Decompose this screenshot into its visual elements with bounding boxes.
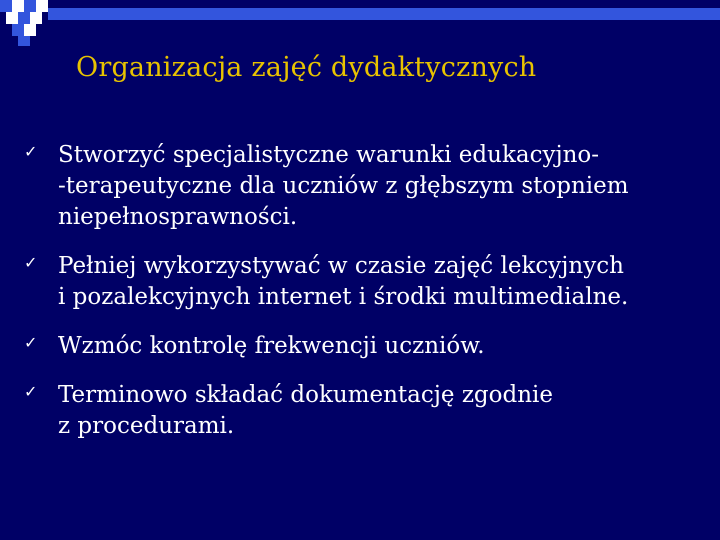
slide-title: Organizacja zajęć dydaktycznych [76,52,537,83]
bullet-text [58,380,704,442]
deco-square [24,24,36,36]
bullet-line: i pozalekcyjnych internet i środki multimedialne. [58,284,629,310]
deco-square [18,12,30,24]
bullet-line: Pełniej wykorzystywać w czasie zajęć lekcyjnych [58,253,624,279]
deco-square [6,12,18,24]
bullet-line: Wzmóc kontrolę frekwencji uczniów. [58,333,485,359]
checkmark-icon: ✓ [24,253,38,272]
bullet-text [58,140,704,233]
bullet-line: -terapeutyczne dla uczniów z głębszym stopniem [58,173,629,199]
deco-square [12,0,24,12]
bullet-line: Stworzyć specjalistyczne warunki edukacyjno- [58,142,600,168]
deco-square [18,36,30,46]
bullet-list [24,140,704,460]
bullet-line: z procedurami. [58,413,235,439]
top-band [48,8,720,20]
bullet-text [58,331,704,362]
deco-square [30,12,42,24]
bullet-item [24,331,704,362]
bullet-item [24,251,704,313]
deco-square [12,24,24,36]
bullet-item [24,140,704,233]
deco-square [24,0,36,12]
corner-decoration [0,0,720,60]
bullet-item [24,380,704,442]
bullet-text [58,251,704,313]
checkmark-icon: ✓ [24,382,38,401]
bullet-line: Terminowo składać dokumentację zgodnie [58,382,554,408]
deco-square [36,0,48,12]
bullet-line: niepełnosprawności. [58,204,298,230]
checkmark-icon: ✓ [24,333,38,352]
checkmark-icon: ✓ [24,142,38,161]
deco-square [0,0,12,12]
